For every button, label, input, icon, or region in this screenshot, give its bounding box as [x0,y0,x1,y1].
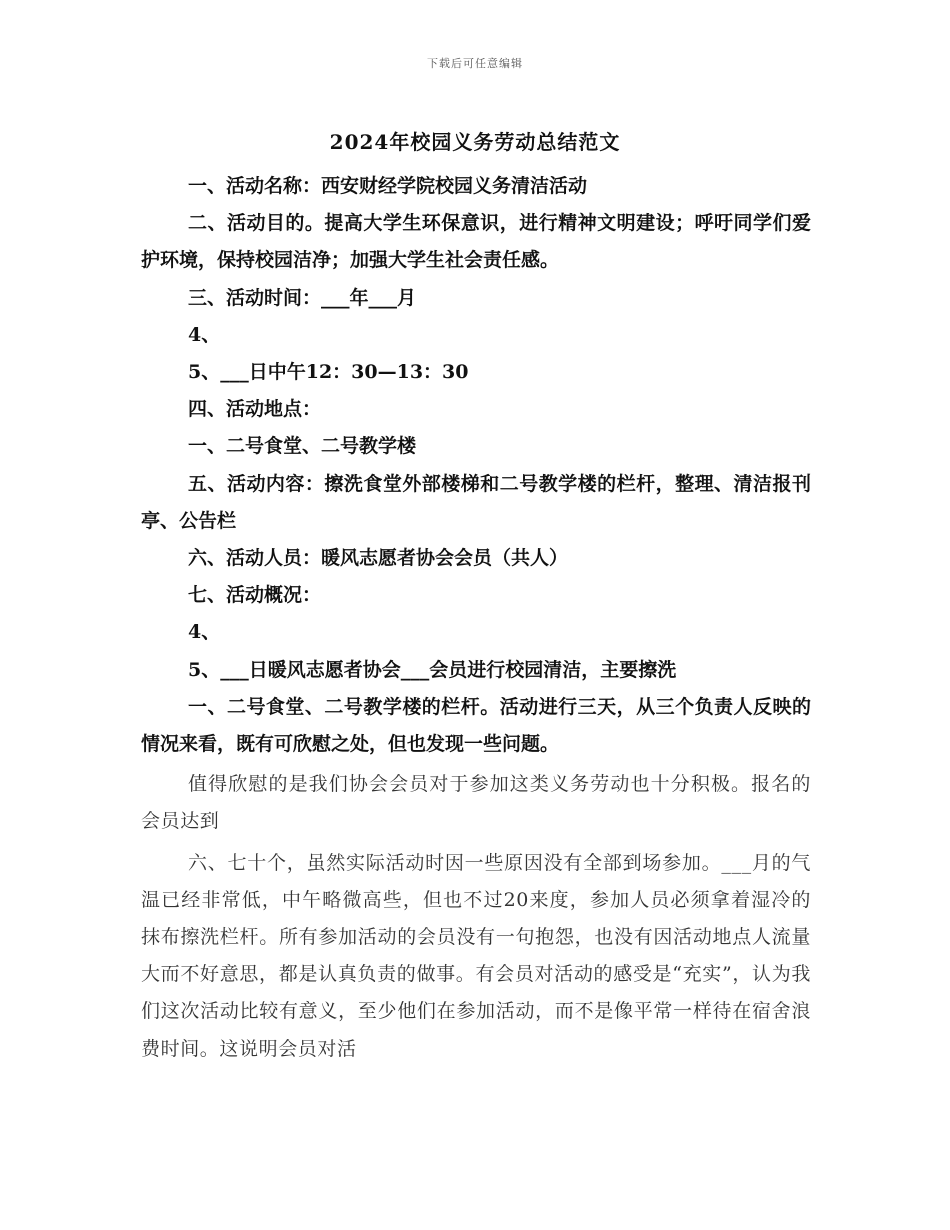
document-title: 2024年校园义务劳动总结范文 [329,130,621,154]
paragraph-gratifying: 值得欣慰的是我们协会会员对于参加这类义务劳动也十分积极。报名的会员达到 [141,773,811,833]
paragraph-activity-location: 四、活动地点： [188,398,322,421]
paragraph-activity-purpose: 二、活动目的。提高大学生环保意识，进行精神文明建设；呼吁同学们爱护环境，保持校园洁净；加强大学生社会责任感。 [141,212,811,272]
paragraph-time-item-4: 4、 [188,323,221,346]
paragraph-activity-overview: 七、活动概况： [188,584,322,607]
paragraph-location-detail: 一、二号食堂、二号教学楼 [188,435,417,458]
paragraph-overview-item-5: 5、___日暖风志愿者协会___会员进行校园清洁，主要擦洗 [188,658,677,681]
paragraph-overview-item-4: 4、 [188,621,221,644]
paragraph-activity-time: 三、活动时间：___年___月 [188,286,417,309]
paragraph-overview-detail: 一、二号食堂、二号教学楼的栏杆。活动进行三天，从三个负责人反映的情况来看，既有可欣慰之处，但也发现一些问题。 [141,695,811,756]
paragraph-activity-name: 一、活动名称：西安财经学院校园义务清洁活动 [188,175,588,197]
document-body [141,168,811,1068]
paragraph-activity-content: 五、活动内容：擦洗食堂外部楼梯和二号教学楼的栏杆，整理、清洁报刊亭、公告栏 [141,472,811,532]
paragraph-time-item-5: 5、___日中午12：30—13：30 [188,361,469,384]
paragraph-activity-members: 六、活动人员：暖风志愿者协会会员（共人） [188,547,569,570]
paragraph-participation: 六、七十个，虽然实际活动时因一些原因没有全部到场参加。___月的气温已经非常低，中午略微高些，但也不过20来度，参加人员必须拿着湿冷的抹布擦洗栏杆。所有参加活动的会员没有一句抱怨，也没有因活动地点人流量大而不好意思，都是认真负责的做事。有会员对活动的感受是“充实”，认为我们这次活动比较有意义，至少他们在参加活动，而不是像平常一样待在宿舍浪费时间。这说明会员对活 [141,851,811,1060]
header-note: 下载后可任意编辑 [427,57,523,70]
